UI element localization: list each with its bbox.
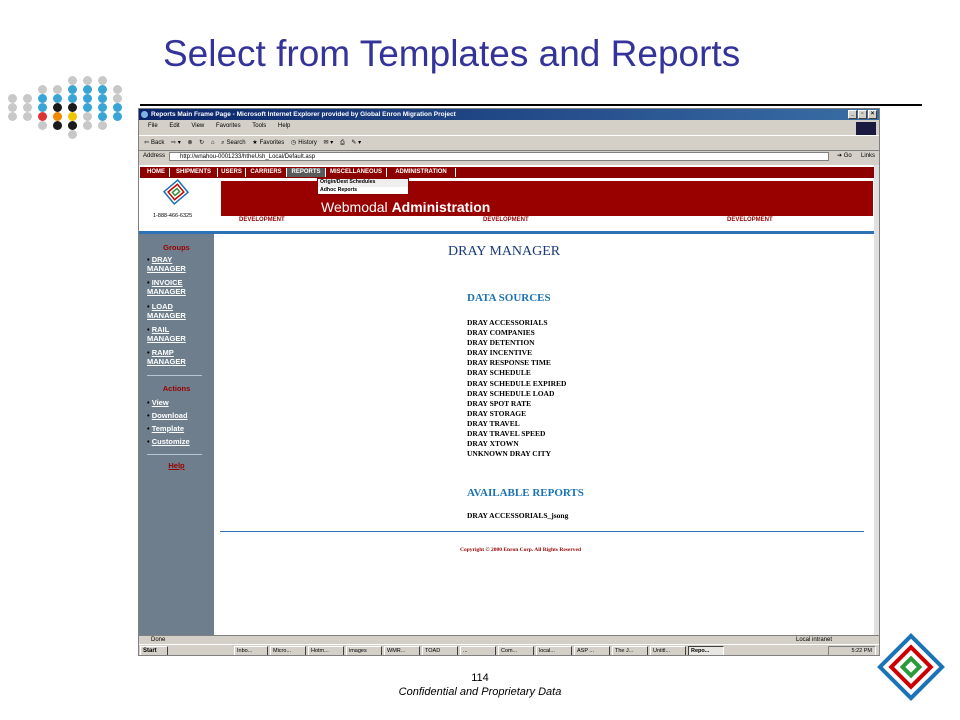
menu-view[interactable]: View	[191, 123, 205, 129]
taskbar-item[interactable]: ASP ...	[574, 646, 610, 656]
nav-tab-miscellaneous[interactable]: MISCELLANEOUS	[326, 168, 387, 177]
data-source-item[interactable]: DRAY COMPANIES	[467, 328, 535, 338]
nav-tab-users[interactable]: USERS	[218, 168, 246, 177]
data-source-item[interactable]: DRAY ACCESSORIALS	[467, 318, 548, 327]
decorative-dot	[113, 103, 122, 112]
decorative-dot	[68, 76, 77, 85]
nav-tab-shipments[interactable]: SHIPMENTS	[170, 168, 218, 177]
address-input[interactable]: http://wnahou-0001233/htheUsh_Local/Default.asp	[169, 152, 829, 161]
decorative-dot	[83, 112, 92, 121]
decorative-dot	[53, 85, 62, 94]
data-source-item[interactable]: DRAY RESPONSE TIME	[467, 358, 551, 368]
groups-heading: Groups	[163, 243, 190, 252]
go-label: Go	[843, 153, 852, 159]
browser-titlebar	[139, 109, 879, 120]
banner-title	[321, 199, 490, 215]
home-icon[interactable]: ⌂	[210, 140, 215, 146]
sidebar-divider	[147, 375, 202, 376]
decorative-dot	[98, 76, 107, 85]
decorative-dot	[83, 76, 92, 85]
dev-label-2: DEVELOPMENT	[483, 217, 529, 223]
top-navigation	[140, 167, 878, 178]
minimize-button[interactable]: _	[848, 110, 857, 119]
data-source-item[interactable]: DRAY SCHEDULE	[467, 368, 531, 378]
action-label: Template	[151, 424, 185, 433]
available-reports-heading: AVAILABLE REPORTS	[467, 487, 584, 499]
browser-window	[138, 108, 880, 656]
action-view[interactable]: • View	[147, 398, 169, 407]
data-source-item[interactable]: DRAY INCENTIVE	[467, 348, 533, 358]
taskbar-item[interactable]: Com...	[498, 646, 534, 656]
data-source-item[interactable]: UNKNOWN DRAY CITY	[467, 449, 552, 459]
action-label: Customize	[151, 437, 190, 446]
start-button[interactable]: Start	[140, 646, 168, 656]
sidebar-item-label: MANAGER	[147, 287, 186, 296]
address-bar	[139, 150, 879, 163]
close-button[interactable]: ×	[868, 110, 877, 119]
taskbar-item[interactable]: Untitl...	[650, 646, 686, 656]
decorative-dot	[98, 94, 107, 103]
confidentiality-notice: Confidential and Proprietary Data	[398, 686, 562, 698]
actions-heading: Actions	[162, 384, 191, 393]
menu-help[interactable]: Help	[277, 123, 291, 129]
slide-title: Select from Templates and Reports	[163, 33, 741, 74]
sidebar-item-rail-manager[interactable]: • RAIL MANAGER	[147, 325, 186, 343]
decorative-dot	[83, 121, 92, 130]
nav-tab-reports[interactable]: REPORTS	[287, 168, 326, 177]
main-content	[214, 234, 879, 635]
reports-dropdown-menu	[317, 178, 409, 195]
decorative-dot	[68, 85, 77, 94]
search-button[interactable]: Search	[226, 140, 246, 146]
data-source-item[interactable]: DRAY SCHEDULE LOAD	[467, 388, 555, 398]
favorites-button[interactable]: Favorites	[259, 140, 285, 146]
windows-logo-icon	[856, 122, 876, 136]
decorative-dot	[68, 112, 77, 121]
sidebar-item-ramp-manager[interactable]: • RAMP MANAGER	[147, 348, 186, 366]
data-source-item[interactable]: DRAY STORAGE	[467, 408, 527, 418]
windows-taskbar	[139, 644, 879, 656]
data-source-item[interactable]: DRAY SCHEDULE EXPIRED	[467, 378, 567, 388]
history-icon: ◷	[290, 140, 297, 146]
menu-tools[interactable]: Tools	[252, 123, 267, 129]
sidebar-item-label: DRAY	[151, 255, 173, 264]
page-title: DRAY MANAGER	[448, 244, 561, 259]
web-page	[139, 165, 879, 635]
status-text: Done	[151, 637, 166, 643]
taskbar-item[interactable]: TOAD	[422, 646, 458, 656]
sidebar-item-label: LOAD	[151, 302, 173, 311]
footer-divider	[220, 531, 864, 532]
decorative-dot	[53, 112, 62, 121]
taskbar-item[interactable]: Inbo...	[234, 646, 268, 656]
decorative-dot	[98, 121, 107, 130]
taskbar-item[interactable]: local...	[536, 646, 572, 656]
menu-edit[interactable]: Edit	[169, 123, 180, 129]
decorative-dot	[98, 112, 107, 121]
page-number: 114	[471, 672, 489, 684]
go-button[interactable]: ➔ Go	[837, 153, 852, 159]
decorative-dot	[68, 121, 77, 130]
decorative-dot	[38, 103, 47, 112]
sidebar-item-label: MANAGER	[147, 357, 186, 366]
back-arrow-icon: ⇦	[144, 140, 150, 146]
dev-label-1: DEVELOPMENT	[239, 217, 285, 223]
sidebar-item-load-manager[interactable]: • LOAD MANAGER	[147, 302, 186, 320]
browser-title: Reports Main Frame Page - Microsoft Internet Explorer provided by Global Enron Migration Project	[151, 111, 456, 118]
browser-menubar	[139, 121, 879, 132]
decorative-dot	[98, 103, 107, 112]
history-button[interactable]: History	[298, 140, 317, 146]
action-label: Download	[151, 411, 188, 420]
title-divider	[140, 104, 922, 106]
decorative-dot	[83, 103, 92, 112]
sidebar-item-dray-manager[interactable]: • DRAY MANAGER	[147, 255, 186, 273]
data-source-item[interactable]: DRAY XTOWN	[467, 439, 519, 449]
enron-logo-icon	[161, 179, 191, 205]
menu-file[interactable]: File	[148, 123, 158, 129]
enron-logo-small	[147, 179, 217, 223]
decorative-dot	[38, 85, 47, 94]
decorative-dot	[113, 94, 122, 103]
copyright-text: Copyright © 2000 Enron Corp. All Rights Reserved	[460, 547, 582, 553]
nav-tab-administration[interactable]: ADMINISTRATION	[387, 168, 456, 177]
decorative-dot	[23, 103, 32, 112]
sidebar-item-label: INVOICE	[151, 278, 183, 287]
action-label: View	[151, 398, 169, 407]
decorative-dot	[8, 103, 17, 112]
edit-icon[interactable]: ✎ ▾	[351, 140, 362, 146]
decorative-dot	[23, 112, 32, 121]
data-source-item[interactable]: DRAY DETENTION	[467, 338, 535, 348]
maximize-button[interactable]: ▫	[858, 110, 867, 119]
ie-icon	[141, 111, 148, 118]
links-button[interactable]: Links	[861, 153, 876, 159]
decorative-dot	[83, 85, 92, 94]
sidebar-item-label: MANAGER	[147, 334, 186, 343]
decorative-dot	[68, 103, 77, 112]
taskbar-item-active[interactable]: Repo...	[688, 646, 724, 656]
banner-title-suffix: Administration	[391, 199, 491, 215]
sidebar-item-invoice-manager[interactable]: • INVOICE MANAGER	[147, 278, 186, 296]
sidebar-item-label: MANAGER	[147, 311, 186, 320]
page-scrollbar[interactable]	[874, 165, 879, 635]
nav-tab-home[interactable]: HOME	[143, 168, 170, 177]
taskbar-item[interactable]: Hotm...	[308, 646, 344, 656]
sidebar	[139, 234, 214, 635]
decorative-dot	[53, 94, 62, 103]
data-sources-heading: DATA SOURCES	[467, 292, 551, 304]
print-icon[interactable]: ⎙	[339, 140, 345, 146]
data-source-item[interactable]: DRAY TRAVEL SPEED	[467, 429, 546, 439]
enron-logo-large-icon	[871, 633, 951, 713]
action-download[interactable]: • Download	[147, 411, 188, 420]
decorative-dot	[53, 103, 62, 112]
decorative-dot	[38, 112, 47, 121]
mail-icon[interactable]: ✉ ▾	[323, 140, 334, 146]
taskbar-item[interactable]: The J...	[612, 646, 648, 656]
taskbar-item[interactable]: ...	[460, 646, 496, 656]
decorative-dot	[53, 121, 62, 130]
search-icon: ⌕	[221, 140, 225, 146]
decorative-dot	[23, 94, 32, 103]
refresh-icon[interactable]: ↻	[199, 140, 205, 146]
decorative-dot	[113, 85, 122, 94]
decorative-dot	[83, 94, 92, 103]
browser-toolbar	[139, 135, 879, 151]
decorative-dot	[8, 94, 17, 103]
forward-arrow-icon[interactable]: ⇨ ▾	[171, 140, 181, 146]
sidebar-divider	[147, 454, 202, 455]
decorative-dot	[98, 85, 107, 94]
stop-icon[interactable]: ⊗	[187, 140, 193, 146]
decorative-dot	[113, 112, 122, 121]
address-label: Address	[143, 153, 166, 159]
decorative-dot	[38, 121, 47, 130]
help-link[interactable]: Help	[168, 461, 185, 470]
data-source-item[interactable]: DRAY SPOT RATE	[467, 398, 532, 408]
favorites-icon: ★	[252, 140, 258, 146]
nav-tab-carriers[interactable]: CARRIERS	[246, 168, 287, 177]
taskbar-item[interactable]: Micro...	[270, 646, 306, 656]
taskbar-clock: 5:22 PM	[828, 646, 876, 656]
taskbar-item[interactable]: images	[346, 646, 382, 656]
decorative-dot	[8, 112, 17, 121]
dev-label-3: DEVELOPMENT	[727, 217, 773, 223]
sidebar-item-label: RAMP	[151, 348, 174, 357]
data-source-item[interactable]: DRAY TRAVEL	[467, 418, 520, 428]
taskbar-item[interactable]: WMR...	[384, 646, 420, 656]
action-template[interactable]: • Template	[147, 424, 185, 433]
sidebar-item-label: MANAGER	[147, 264, 186, 273]
back-button[interactable]: Back	[151, 140, 165, 146]
phone-number: 1-888-466-6325	[153, 213, 193, 219]
banner-title-prefix: Webmodal	[321, 199, 392, 215]
decorative-dot	[68, 94, 77, 103]
menu-favorites[interactable]: Favorites	[215, 123, 241, 129]
security-zone: Local intranet	[796, 637, 833, 643]
action-customize[interactable]: • Customize	[147, 437, 190, 446]
menu-item-adhoc-reports[interactable]: Adhoc Reports	[320, 186, 358, 193]
data-sources-list	[467, 318, 566, 459]
report-item[interactable]: DRAY ACCESSORIALS_jsong	[467, 511, 569, 520]
decorative-dot	[68, 130, 77, 139]
menu-item-origin-dest-schedules[interactable]: Origin/Dest Schedules	[318, 179, 408, 187]
sidebar-item-label: RAIL	[151, 325, 170, 334]
decorative-dot	[38, 94, 47, 103]
